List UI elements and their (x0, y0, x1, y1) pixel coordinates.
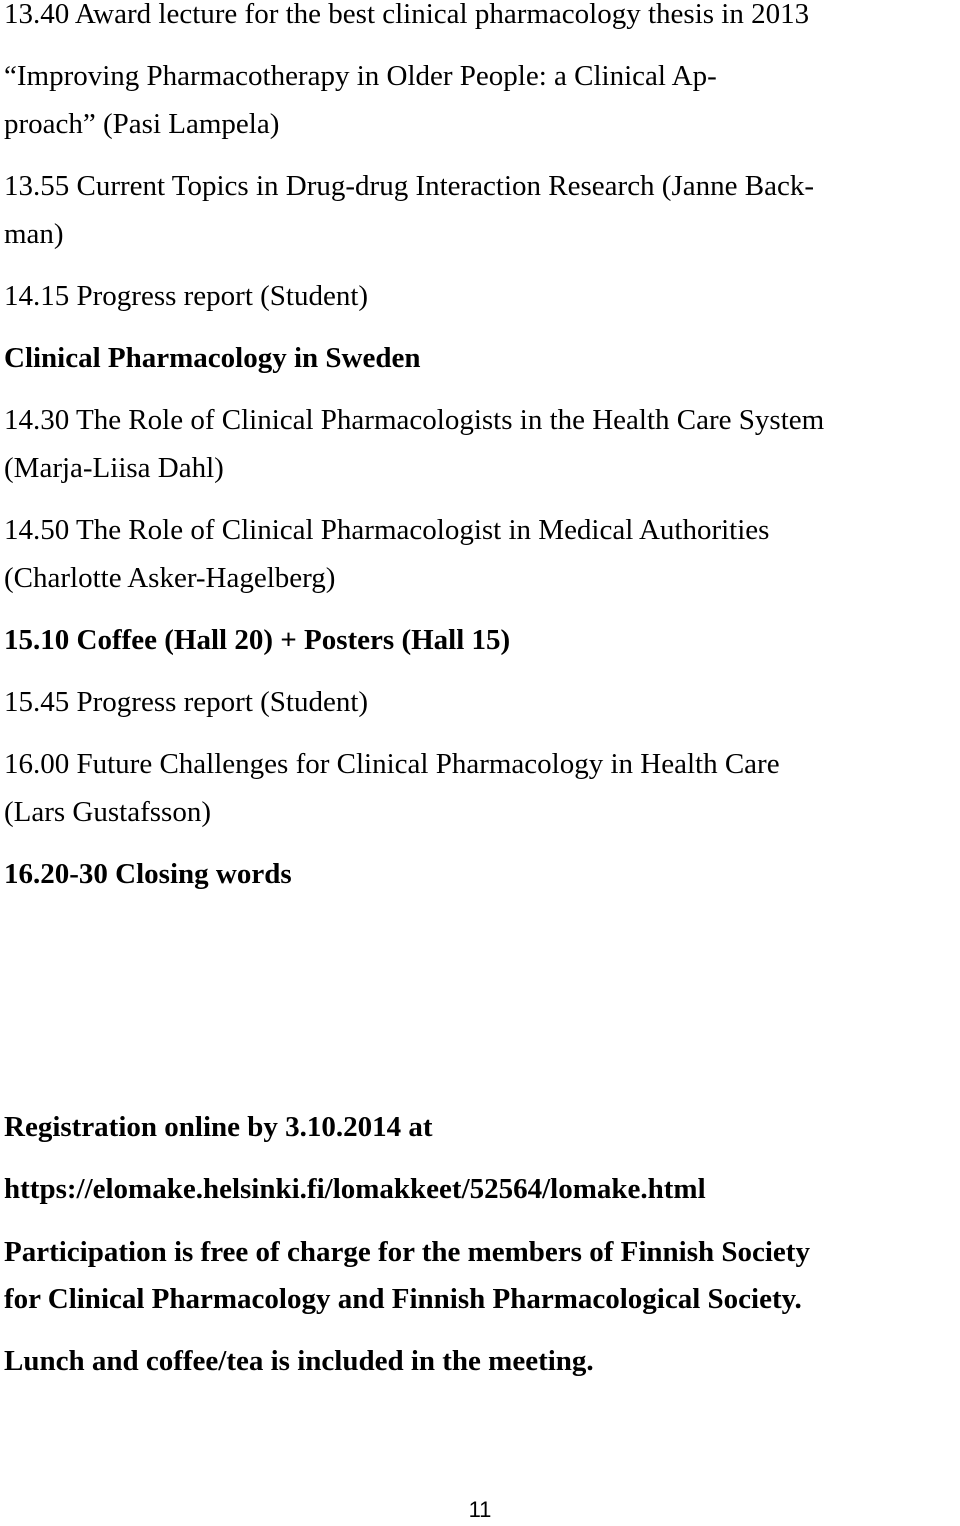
program-item-1620: 16.20-30 Closing words (4, 858, 292, 890)
program-item-1600-line-2: (Lars Gustafsson) (4, 796, 211, 828)
program-item-1340-line-3: proach” (Pasi Lampela) (4, 108, 280, 140)
participation-line-2: for Clinical Pharmacology and Finnish Pharmacological Society. (4, 1283, 802, 1315)
program-item-1415: 14.15 Progress report (Student) (4, 280, 369, 312)
program-item-1355-line-1: 13.55 Current Topics in Drug-drug Interaction Research (Janne Back- (4, 170, 814, 202)
registration-link[interactable]: https://elomake.helsinki.fi/lomakkeet/52564/lomake.html (4, 1173, 706, 1205)
program-item-1450-line-1: 14.50 The Role of Clinical Pharmacologist in Medical Authorities (4, 514, 770, 546)
program-item-1340-line-1: 13.40 Award lecture for the best clinical pharmacology thesis in 2013 (4, 0, 810, 30)
program-item-1545: 15.45 Progress report (Student) (4, 686, 369, 718)
program-item-1510: 15.10 Coffee (Hall 20) + Posters (Hall 15) (4, 624, 511, 656)
program-item-1355-line-2: man) (4, 218, 64, 250)
program-item-1430-line-2: (Marja-Liisa Dahl) (4, 452, 224, 484)
program-item-1340-line-2: “Improving Pharmacotherapy in Older People: a Clinical Ap- (4, 60, 717, 92)
participation-line-1: Participation is free of charge for the members of Finnish Society (4, 1236, 810, 1268)
program-item-1600-line-1: 16.00 Future Challenges for Clinical Pharmacology in Health Care (4, 748, 780, 780)
registration-text: Registration online by 3.10.2014 at (4, 1111, 433, 1143)
lunch-note: Lunch and coffee/tea is included in the meeting. (4, 1345, 594, 1377)
program-item-1430-line-1: 14.30 The Role of Clinical Pharmacologists in the Health Care System (4, 404, 825, 436)
section-heading: Clinical Pharmacology in Sweden (4, 342, 421, 374)
page-number: 11 (468, 1497, 492, 1522)
program-item-1450-line-2: (Charlotte Asker-Hagelberg) (4, 562, 336, 594)
